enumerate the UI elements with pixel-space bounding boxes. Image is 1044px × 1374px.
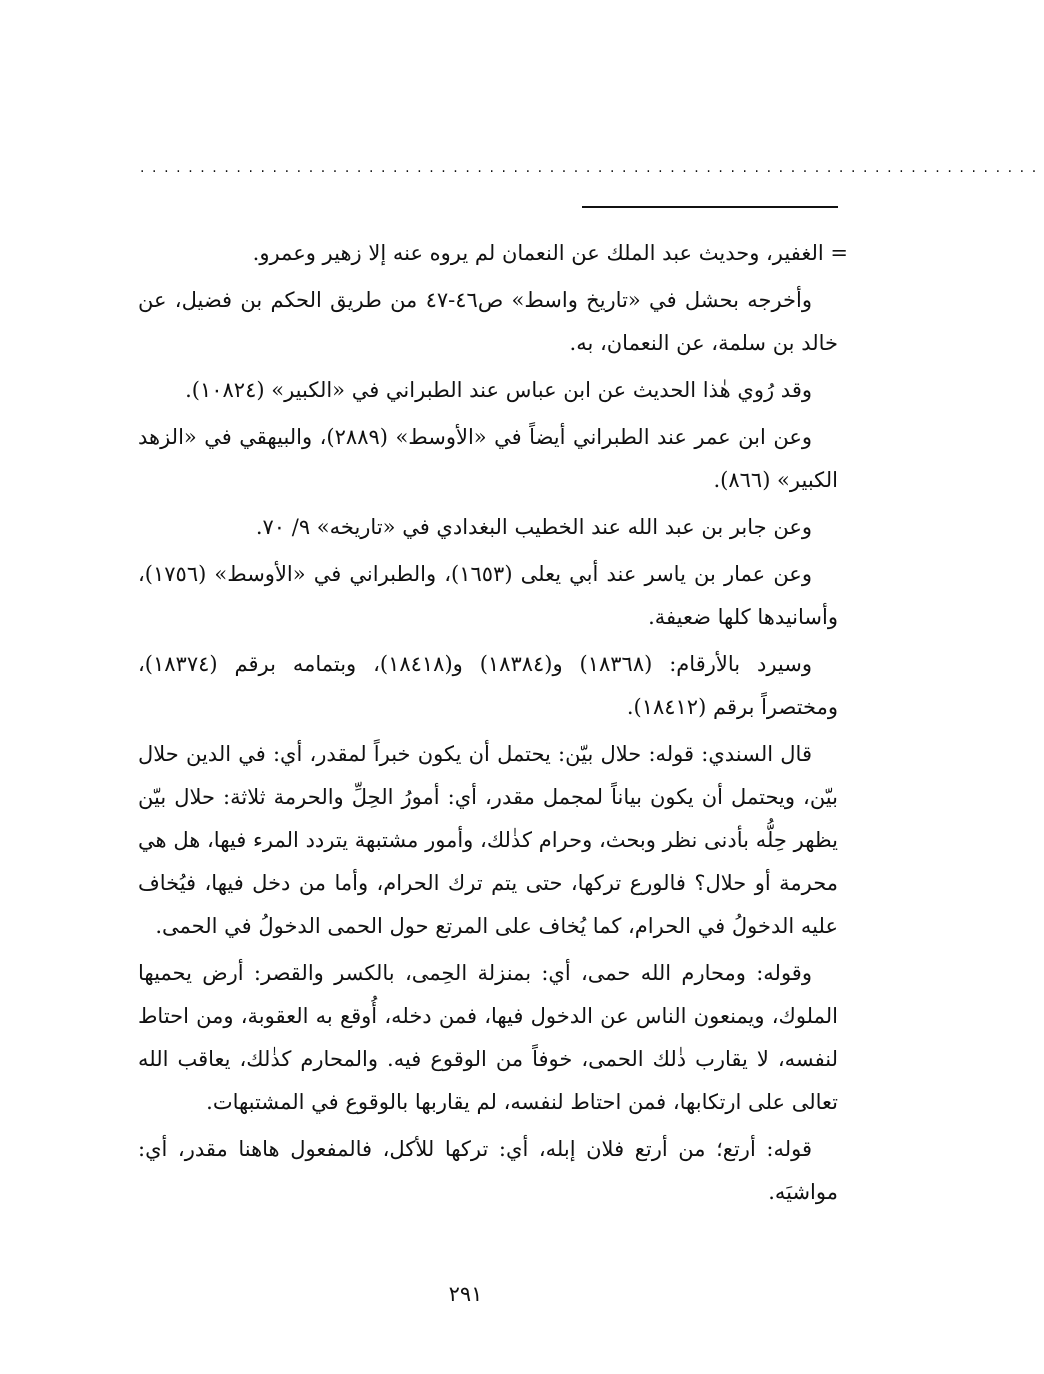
footnote-paragraph: = الغفير، وحديث عبد الملك عن النعمان لم يروه عنه إلا زهير وعمرو. [252, 241, 848, 265]
footnote-paragraph: وعن عمار بن ياسر عند أبي يعلى (١٦٥٣)، والطبراني في «الأوسط» (١٧٥٦)، وأسانيدها كلها ضعيفة. [138, 562, 838, 629]
footnote-rule [582, 206, 838, 208]
footnote-paragraph: وعن جابر بن عبد الله عند الخطيب البغدادي في «تاريخه» ٩/ ٧٠. [255, 515, 812, 539]
page-number: ٢٩١ [448, 1282, 483, 1306]
footnote-paragraph: وعن ابن عمر عند الطبراني أيضاً في «الأوسط» (٢٨٨٩)، والبيهقي في «الزهد الكبير» (٨٦٦). [138, 425, 838, 492]
footnotes-block [138, 232, 848, 1218]
footnote-paragraph: قوله: أرتع؛ من أرتع فلان إبله، أي: تركها للأكل، فالمفعول هاهنا مقدر، أي: مواشيَه. [138, 1137, 838, 1204]
footnote-paragraph: قال السندي: قوله: حلال بيّن: يحتمل أن يكون خبراً لمقدر، أي: في الدين حلال بيّن، ويحتمل أن يكون بياناً لمجمل مقدر، أي: أمورُ الحِلِّ والحرمة ثلاثة: حلال بيّن يظهر حِلُّه بأدنى نظر وبحث، وحرام كذٰلك، وأمور مشتبهة يتردد المرء فيها، هل هي محرمة أو حلال؟ فالورع تركها، حتى يتم ترك الحرام، وأما من دخل فيها، فيُخاف عليه الدخولُ في الحرام، كما يُخاف على المرتع حول الحمى الدخولُ في الحمى. [138, 742, 838, 938]
footnote-paragraph: وقد رُوي هٰذا الحديث عن ابن عباس عند الطبراني في «الكبير» (١٠٨٢٤). [185, 378, 812, 402]
footnote-paragraph: وقوله: ومحارم الله حمى، أي: بمنزلة الحِمى، بالكسر والقصر: أرض يحميها الملوك، ويمنعون الناس عن الدخول فيها، فمن دخله، أُوقع به العقوبة، ومن احتاط لنفسه، لا يقارب ذٰلك الحمى، خوفاً من الوقوع فيه. والمحارم كذٰلك، يعاقب الله تعالى على ارتكابها، فمن احتاط لنفسه، لم يقاربها بالوقوع في المشتبهات. [138, 961, 838, 1114]
footnote-paragraph: وأخرجه بحشل في «تاريخ واسط» ص٤٦-٤٧ من طريق الحكم بن فضيل، عن خالد بن سلمة، عن النعمان، به. [138, 288, 838, 355]
footnote-separator-dots: ........................................................................... [140, 160, 1044, 176]
footnote-paragraph: وسيرد بالأرقام: (١٨٣٦٨) و(١٨٣٨٤) و(١٨٤١٨)، وبتمامه برقم (١٨٣٧٤)، ومختصراً برقم (١٨٤١٢). [138, 652, 838, 719]
